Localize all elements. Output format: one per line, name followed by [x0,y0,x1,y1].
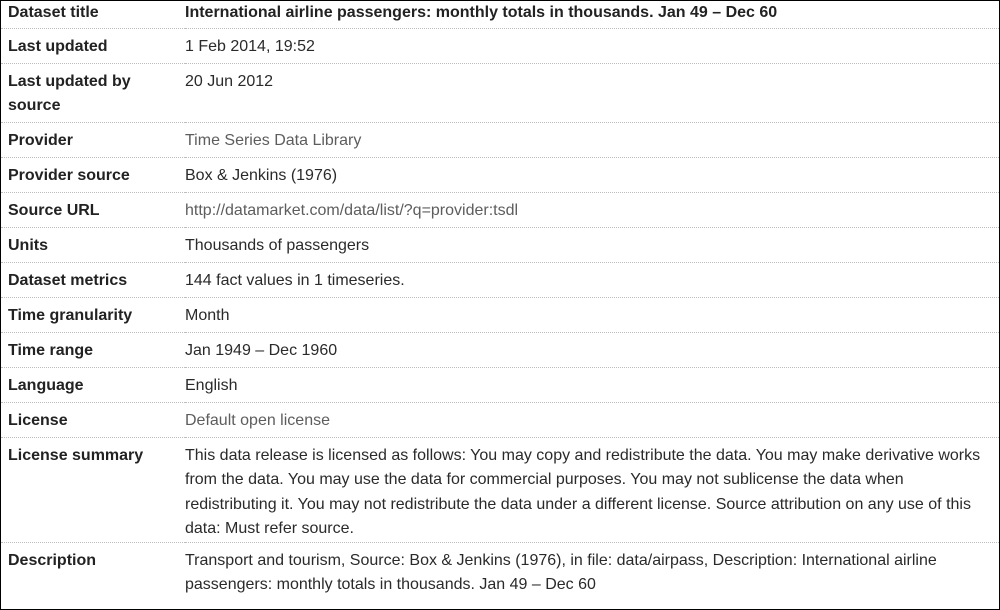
row-last-updated-by-source [1,63,999,122]
row-last-updated [1,28,999,63]
label-last-updated-by-source: Last updated by source [1,63,185,122]
label-dataset-title: Dataset title [1,1,185,28]
row-provider-source [1,157,999,192]
label-source-url: Source URL [1,192,185,227]
value-license [185,402,999,437]
row-description [1,542,999,602]
metadata-table [1,1,999,602]
value-last-updated-by-source: 20 Jun 2012 [185,63,999,122]
value-description: Transport and tourism, Source: Box & Jenkins (1976), in file: data/airpass, Description: International airline passengers: monthly totals in thousands. Jan 49 – Dec 60 [185,551,937,593]
label-last-updated: Last updated [1,28,185,63]
value-license-summary: This data release is licensed as follows: You may copy and redistribute the data. You may make derivative works from the data. You may use the data for commercial purposes. You may not sublicense the data when redistributing it. You may not redistribute the data under a different license. Source attribution on any use of this data: Must refer source. [185,437,999,542]
source-url-link[interactable]: http://datamarket.com/data/list/?q=provider:tsdl [185,201,519,219]
value-language: English [185,367,999,402]
row-source-url [1,192,999,227]
value-dataset-title: International airline passengers: monthly totals in thousands. Jan 49 – Dec 60 [185,1,999,28]
value-time-range: Jan 1949 – Dec 1960 [185,332,999,367]
row-time-range [1,332,999,367]
row-license-summary [1,437,999,542]
label-time-granularity: Time granularity [1,297,185,332]
row-provider [1,122,999,157]
value-provider-source: Box & Jenkins (1976) [185,157,999,192]
label-description: Description [8,551,97,569]
value-time-granularity: Month [185,297,999,332]
value-dataset-metrics: 144 fact values in 1 timeseries. [185,262,999,297]
label-license: License [1,402,185,437]
value-source-url [185,192,999,227]
label-provider-source: Provider source [1,157,185,192]
row-time-granularity [1,297,999,332]
label-license-summary: License summary [1,437,185,542]
label-units: Units [1,227,185,262]
label-language: Language [1,367,185,402]
row-license [1,402,999,437]
row-dataset-metrics [1,262,999,297]
label-dataset-metrics: Dataset metrics [1,262,185,297]
license-link[interactable]: Default open license [185,411,330,429]
label-time-range: Time range [1,332,185,367]
value-last-updated: 1 Feb 2014, 19:52 [185,28,999,63]
row-language [1,367,999,402]
row-dataset-title [1,1,999,28]
value-provider [185,122,999,157]
provider-link[interactable]: Time Series Data Library [185,131,362,149]
value-units: Thousands of passengers [185,227,999,262]
label-provider: Provider [1,122,185,157]
row-units [1,227,999,262]
